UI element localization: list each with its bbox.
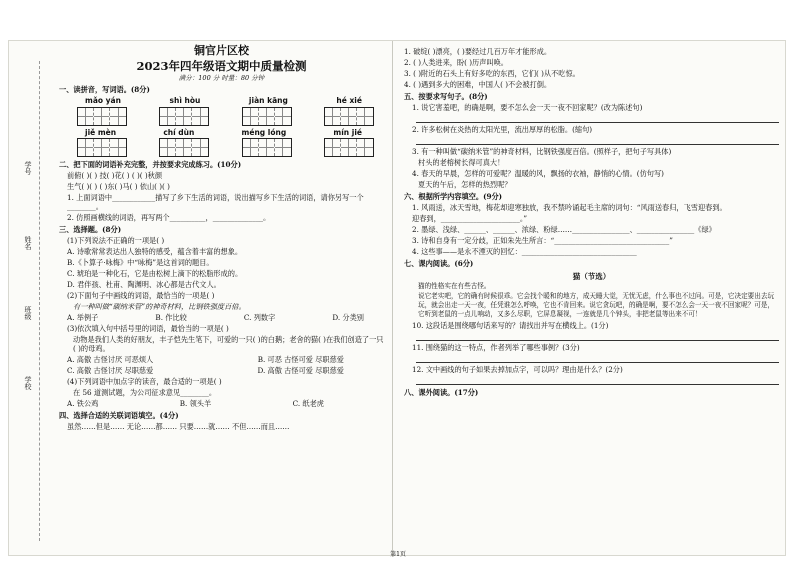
question-3-4-options	[59, 399, 384, 408]
question-2-2: 2. 仿照画横线的词语，再写两个__________，______________。	[67, 213, 271, 222]
question-3-2-options	[59, 313, 384, 322]
question-7-11: 11. 围绕猫的这一特点，作者列举了哪些事例？(3分)	[412, 342, 580, 352]
question-6-3: 3. 诗和自身有一定分歧，正如朱先生所言：“________________________________”	[412, 236, 673, 245]
question-3-2: (2)下面句子中画线的词语，最恰当的一项是( )	[67, 291, 215, 300]
pinyin: shì hòu	[169, 96, 201, 106]
section-4-title: 四、选择合适的关联词语填空。(4分)	[59, 411, 179, 420]
question-7-12: 12. 文中画线的句子如果去掉加点字，可以吗？理由是什么？(2分)	[412, 364, 623, 374]
section-8-title: 八、课外阅读。(17分)	[404, 387, 479, 397]
question-5-2: 2. 许多松树在炎热的太阳光里，流出厚厚的松脂。(缩句)	[412, 125, 593, 134]
question-7-10: 10. 这段话是围绕哪句话来写的？请找出并写在横线上。(1分)	[412, 320, 609, 330]
side-binding	[9, 41, 49, 557]
question-3-1: (1)下列说法不正确的一项是( )	[67, 236, 165, 245]
writing-box[interactable]	[324, 107, 374, 126]
story-paragraph-1: 猫的性格实在有些古怪。	[418, 282, 491, 291]
question-3-2-sentence: 有一种叫做“碳纳米管”的神奇材料，比钢铁强度百倍。	[73, 302, 246, 311]
question-6-1b: 迎春到，______________________。”	[412, 214, 528, 223]
option: C. 列数字	[243, 313, 276, 322]
fill-sentence-2: 2. ( )人类进来，盼( )历声叫唤。	[404, 58, 508, 67]
side-label-id: 学号	[24, 161, 32, 175]
option: D. 分类别	[332, 313, 364, 322]
question-5-3-sentence: 村头的老榕树长得可真大！	[418, 158, 505, 167]
option-a: A. 诗歌常常表达出人独特的感受，蕴含着丰富的想象。	[67, 247, 243, 256]
pinyin: jiě mèn	[85, 127, 117, 137]
answer-line[interactable]	[416, 115, 779, 123]
pinyin: jiàn kāng	[248, 96, 288, 106]
right-column	[404, 41, 779, 397]
school-name: 铜官片区校	[194, 44, 249, 57]
fill-sentence-4: 4. ( )遇到多大的困难，中国人( )不会被打倒。	[404, 80, 552, 89]
option-b: B.《卜算子·咏梅》中“咏梅”是这首词的题目。	[67, 258, 214, 267]
option: A. 举例子	[67, 313, 99, 322]
writing-box[interactable]	[159, 138, 209, 157]
page-number: 第1页	[390, 551, 406, 558]
pinyin-row-2	[59, 128, 384, 137]
story-paragraph-2: 说它老实吧，它的确有时候很乖。它会找个暖和的地方，成天睡大觉，无忧无虑，什么事也不过问。可是，它决定要出去玩玩，就会出走一天一夜，任凭谁怎么呼唤，它也不肯回来。说它贪玩吧，的确是啊，要不怎么会一天一夜不回家呢？可是，它听到老鼠的一点儿响动，又多么尽职，它屏息凝视，一连就是几个钟头，非把老鼠等出来不可！	[418, 292, 775, 319]
question-2-1: 1. 上面词语中____________描写了乡下生活的词语，说出描写乡下生活的词语，请你另写一个________。	[67, 193, 364, 211]
idiom-line-1: 前俯( )( ) 技( )花( ) ( )( )秋颜	[67, 171, 163, 180]
writing-box-row-1	[59, 107, 384, 126]
option-d: D. 君伴孩、杜甫、陶渊明、冰心都是古代文人。	[67, 280, 221, 289]
pinyin: mǎo yán	[85, 96, 121, 106]
option: A. 铁公鸡	[67, 399, 99, 408]
option: B. 作比较	[155, 313, 187, 322]
option: C. 纸老虎	[292, 399, 324, 408]
conjunction-list: 虽然……但是…… 无论……都…… 只要……就…… 不但……而且……	[67, 422, 290, 431]
section-7-title: 七、课内阅读。(6分)	[404, 259, 474, 268]
pinyin: méng lóng	[241, 127, 287, 137]
writing-box[interactable]	[77, 138, 127, 157]
writing-box[interactable]	[324, 138, 374, 157]
question-3-3-sentence: 动物是我们人类的好朋友，丰子恺先生笔下，可爱的一只( )的白鹅；老舍的猫( )在我们创造了一只( )的母鸡。	[73, 335, 384, 353]
page-fold	[392, 41, 393, 557]
option: C. 高傲 古怪讨厌 尽职慈爱	[67, 366, 154, 375]
writing-box-row-2	[59, 138, 384, 157]
side-label-class: 班级	[24, 306, 32, 320]
answer-line[interactable]	[416, 333, 779, 341]
option: B. 领头羊	[179, 399, 212, 408]
pinyin: hé xié	[336, 96, 362, 106]
left-column	[59, 41, 384, 431]
question-5-1: 1. 说它害羞吧，的确是啊，要不怎么会一天一夜不回家呢？(改为陈述句)	[412, 103, 643, 112]
section-3-title: 三、选择题。(8分)	[59, 225, 122, 234]
writing-box[interactable]	[159, 107, 209, 126]
section-6-title: 六、根据所学内容填空。(9分)	[404, 192, 503, 201]
question-3-4: (4)下列词语中加点字的读音，最合适的一项是( )	[67, 377, 222, 386]
exam-paper	[8, 40, 786, 556]
question-6-1: 1. 风雨送，冰天雪地，梅花却迎寒独放，我不禁吟诵起毛主席的词句：“风雨送春归，飞雪迎春到。	[412, 203, 727, 212]
question-5-3: 3. 有一种叫做“碳纳米管”的神奇材料，比钢铁强度百倍。(照样子，把句子写具体)	[412, 147, 672, 156]
answer-line[interactable]	[416, 355, 779, 363]
section-5-title: 五、按要求写句子。(8分)	[404, 92, 488, 101]
side-label-name: 姓名	[24, 236, 32, 250]
question-6-4: 4. 这些事——是永不湮灭的回忆：________________________________	[412, 247, 637, 256]
question-3-3-options-2	[59, 366, 384, 375]
section-1-title: 一、读拼音，写词语。(8分)	[59, 85, 150, 95]
option: B. 可恶 古怪可爱 尽职慈爱	[257, 355, 344, 364]
exam-title: 2023年四年级语文期中质量检测	[136, 58, 307, 73]
story-title: 猫（节选）	[572, 272, 611, 281]
pinyin-row-1	[59, 96, 384, 105]
fill-sentence-3: 3. ( )附近的石头上有好多吃的东西，它们( )从不吃惊。	[404, 69, 580, 78]
binding-line	[39, 61, 40, 541]
exam-meta: 满分：100 分 时量：80 分钟	[178, 74, 265, 83]
question-3-3-options-1	[59, 355, 384, 364]
section-2-title: 二、把下面的词语补充完整，并按要求完成练习。(10分)	[59, 160, 242, 169]
writing-box[interactable]	[242, 138, 292, 157]
option: D. 高傲 古怪可爱 尽职慈爱	[257, 366, 344, 375]
idiom-line-2: 生气( )( ) ( )东( )马( ) 依山( )( )	[67, 182, 170, 191]
pinyin: chí dùn	[163, 127, 195, 137]
question-5-4: 4. 春天的早晨，怎样的可爱呢？温暖的风，飘扬的衣袖，静悄的心情。(仿句写)	[412, 169, 664, 178]
answer-line[interactable]	[416, 137, 779, 145]
pinyin: mín jié	[333, 127, 362, 137]
question-5-4-sentence: 夏天的午后，怎样的热烈呢？	[418, 180, 512, 189]
option-c: C. 琥珀是一种化石，它是由松树上滴下的松脂形成的。	[67, 269, 243, 278]
option: A. 高傲 古怪讨厌 可恶烦人	[67, 355, 154, 364]
side-label-school: 学校	[24, 376, 32, 390]
question-3-4-sentence: 在 56 道测试题，为公司征求意见________。	[73, 388, 217, 397]
question-3-3: (3)依次填入句中括号里的词语，最恰当的一项是( )	[67, 324, 229, 333]
fill-sentence-1: 1. 破绽( )漂亮，( )要经过几百万年才能形成。	[404, 47, 552, 56]
writing-box[interactable]	[77, 107, 127, 126]
question-6-2: 2. 墨绿、浅绿、______、______、浓绿、粉绿……________________、________________《绿》	[412, 225, 716, 234]
writing-box[interactable]	[242, 107, 292, 126]
answer-line[interactable]	[416, 377, 779, 385]
